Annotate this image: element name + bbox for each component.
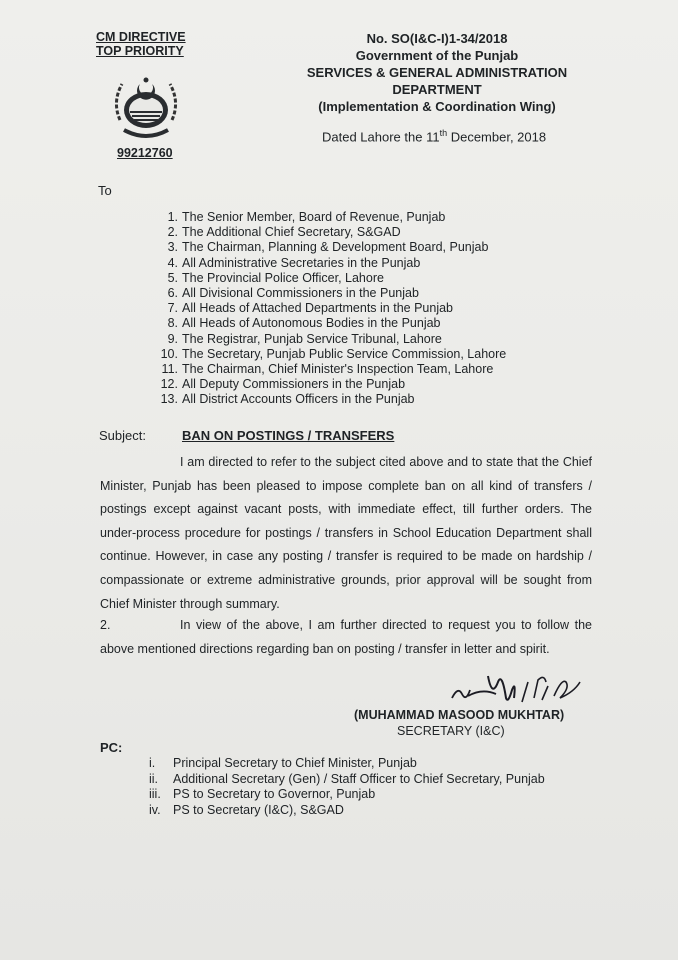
body-paragraph-1: I am directed to refer to the subject cited above and to state that the Chief Minister, Punjab has been pleased to impose complete ban on all kind of transfers / postings except against vacant posts, with immediate effect, till further orders. The under-process procedure for postings / transfers in School Education Department shall continue. However, in case any posting / transfer is required to be made on hardship / compassionate or extreme administrative grounds, prior approval will be sought from Chief Minister through summary. [100, 455, 592, 611]
date-suffix: December, 2018 [447, 129, 547, 145]
list-item: 12. All Deputy Commissioners in the Punjab [160, 377, 406, 392]
handwritten-signature [448, 668, 598, 708]
to-label: To [98, 183, 112, 198]
government-name: Government of the Punjab [355, 48, 519, 63]
pc-label: PC: [100, 740, 123, 755]
department-name-line-1: SERVICES & GENERAL ADMINISTRATION [306, 65, 568, 80]
list-item: iv. PS to Secretary (I&C), S&GAD [149, 802, 344, 817]
cm-directive-label [96, 30, 186, 58]
date-prefix: Dated Lahore the 11 [322, 129, 440, 145]
paragraph-2-text: In view of the above, I am further directed to request you to follow the above mentioned directions regarding ban on posting / transfer in letter and spirit. [100, 618, 592, 656]
date-superscript: th [439, 128, 448, 138]
signatory-designation: SECRETARY (I&C) [397, 724, 505, 738]
subject-text: BAN ON POSTINGS / TRANSFERS [182, 428, 395, 443]
paragraph-number: 2. [100, 618, 111, 632]
signatory-name: (MUHAMMAD MASOOD MUKHTAR) [354, 708, 565, 722]
list-item: iii. PS to Secretary to Governor, Punjab [149, 787, 376, 801]
list-item: i. Principal Secretary to Chief Minister, Punjab [149, 756, 417, 770]
list-item: 2. The Additional Chief Secretary, S&GAD [167, 225, 401, 240]
list-item: 4. All Administrative Secretaries in the Punjab [167, 255, 421, 270]
list-item: 11. The Chairman, Chief Minister's Inspection Team, Lahore [161, 362, 494, 377]
reference-number: No. SO(I&C-I)1-34/2018 [366, 31, 508, 46]
list-item: 9. The Registrar, Punjab Service Tribunal, Lahore [167, 331, 442, 346]
list-item: 6. All Divisional Commissioners in the Punjab [167, 286, 419, 301]
list-item: 8. All Heads of Autonomous Bodies in the Punjab [167, 316, 441, 331]
wing-name: (Implementation & Coordination Wing) [318, 99, 556, 114]
phone-number: 99212760 [117, 146, 173, 160]
directive-line-2: TOP PRIORITY [96, 44, 184, 58]
directive-line-1: CM DIRECTIVE [96, 30, 186, 44]
copy-list [149, 756, 545, 818]
subject-label: Subject: [99, 428, 146, 443]
list-item: 10. The Secretary, Punjab Public Service Commission, Lahore [160, 346, 507, 361]
letter-date [322, 128, 546, 144]
list-item: 5. The Provincial Police Officer, Lahore [167, 270, 384, 285]
punjab-government-logo [106, 68, 186, 146]
recipient-list [152, 210, 506, 408]
body-paragraph-2 [100, 614, 592, 661]
list-item: 7. All Heads of Attached Departments in the Punjab [167, 301, 453, 316]
list-item: 1. The Senior Member, Board of Revenue, Punjab [167, 210, 446, 224]
list-item: 3. The Chairman, Planning & Development Board, Punjab [167, 240, 489, 255]
list-item: ii. Additional Secretary (Gen) / Staff Officer to Chief Secretary, Punjab [149, 771, 545, 786]
letter-header [296, 30, 578, 115]
list-item: 13. All District Accounts Officers in the Punjab [160, 392, 415, 407]
department-name-line-2: DEPARTMENT [392, 82, 482, 97]
